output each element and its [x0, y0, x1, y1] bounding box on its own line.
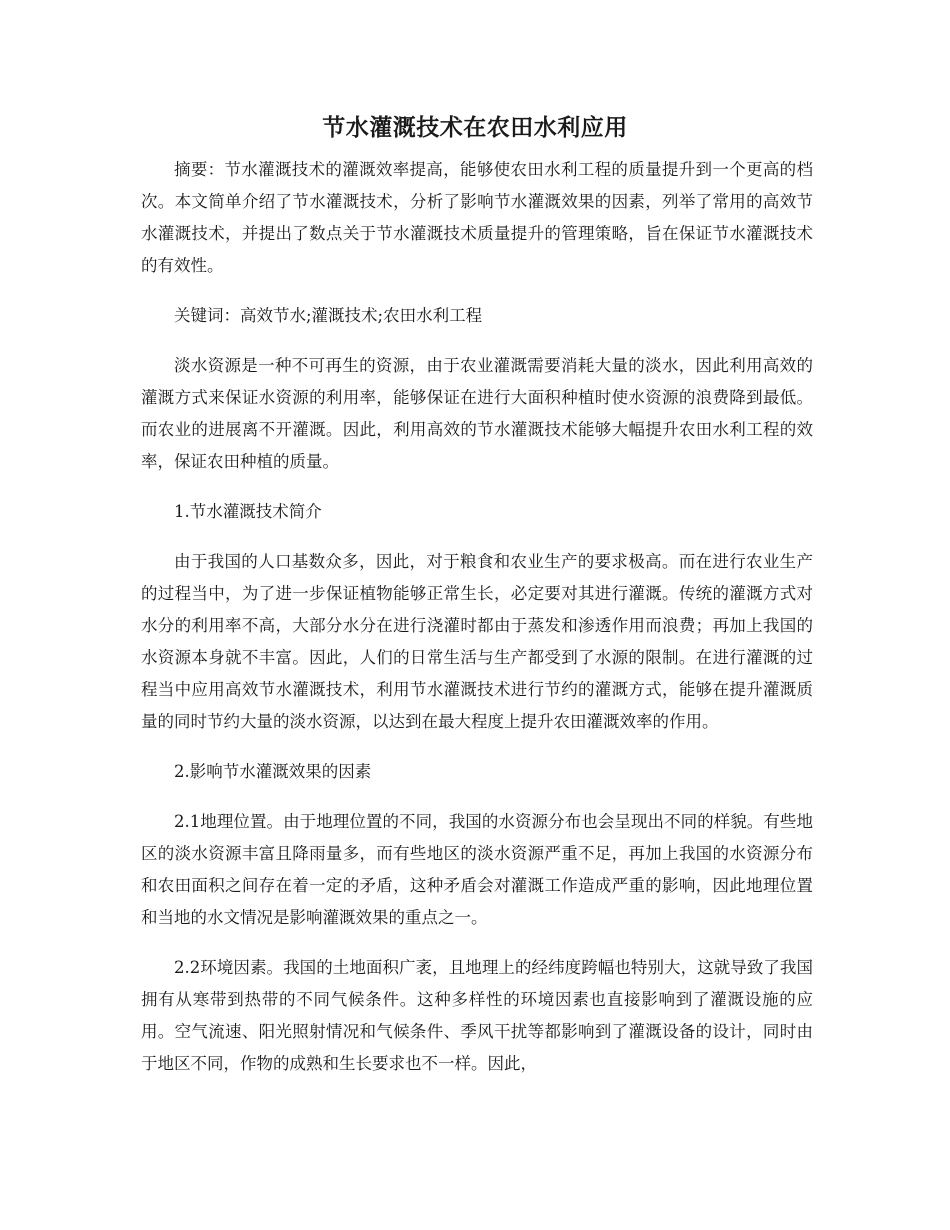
document-title: 节水灌溉技术在农田水利应用 — [322, 114, 628, 141]
section-2-2-paragraph: 2.2环境因素。我国的土地面积广袤，且地理上的经纬度跨幅也特别大，这就导致了我国拥有从寒带到热带的不同气候条件。这种多样性的环境因素也直接影响到了灌溉设施的应用。空气流速、阳光照射情况和气候条件、季风干扰等都影响到了灌溉设备的设计，同时由于地区不同，作物的成熟和生长要求也不一样。因此， — [141, 958, 813, 1073]
section-1-paragraph: 由于我国的人口基数众多，因此，对于粮食和农业生产的要求极高。而在进行农业生产的过程当中，为了进一步保证植物能够正常生长，必定要对其进行灌溉。传统的灌溉方式对水分的利用率不高，大部分水分在进行浇灌时都由于蒸发和渗透作用而浪费；再加上我国的水资源本身就不丰富。因此，人们的日常生活与生产都受到了水源的限制。在进行灌溉的过程当中应用高效节水灌溉技术，利用节水灌溉技术进行节约的灌溉方式，能够在提升灌溉质量的同时节约大量的淡水资源，以达到在最大程度上提升农田灌溉效率的作用。 — [141, 552, 813, 731]
section-2-heading: 2.影响节水灌溉效果的因素 — [174, 762, 372, 781]
section-2-1-paragraph: 2.1地理位置。由于地理位置的不同，我国的水资源分布也会呈现出不同的样貌。有些地区的淡水资源丰富且降雨量多，而有些地区的淡水资源严重不足，再加上我国的水资源分布和农田面积之间存在着一定的矛盾，这种矛盾会对灌溉工作造成严重的影响，因此地理位置和当地的水文情况是影响灌溉效果的重点之一。 — [141, 812, 813, 927]
keywords-paragraph: 关键词：高效节水;灌溉技术;农田水利工程 — [174, 306, 483, 325]
abstract-paragraph: 摘要：节水灌溉技术的灌溉效率提高，能够使农田水利工程的质量提升到一个更高的档次。本文简单介绍了节水灌溉技术，分析了影响节水灌溉效果的因素，列举了常用的高效节水灌溉技术，并提出了数点关于节水灌溉技术质量提升的管理策略，旨在保证节水灌溉技术的有效性。 — [141, 160, 813, 275]
intro-paragraph: 淡水资源是一种不可再生的资源，由于农业灌溉需要消耗大量的淡水，因此利用高效的灌溉方式来保证水资源的利用率，能够保证在进行大面积种植时使水资源的浪费降到最低。而农业的进展离不开灌溉。因此，利用高效的节水灌溉技术能够大幅提升农田水利工程的效率，保证农田种植的质量。 — [141, 356, 813, 471]
section-1-heading: 1.节水灌溉技术简介 — [174, 502, 322, 521]
document-body — [141, 154, 813, 1098]
